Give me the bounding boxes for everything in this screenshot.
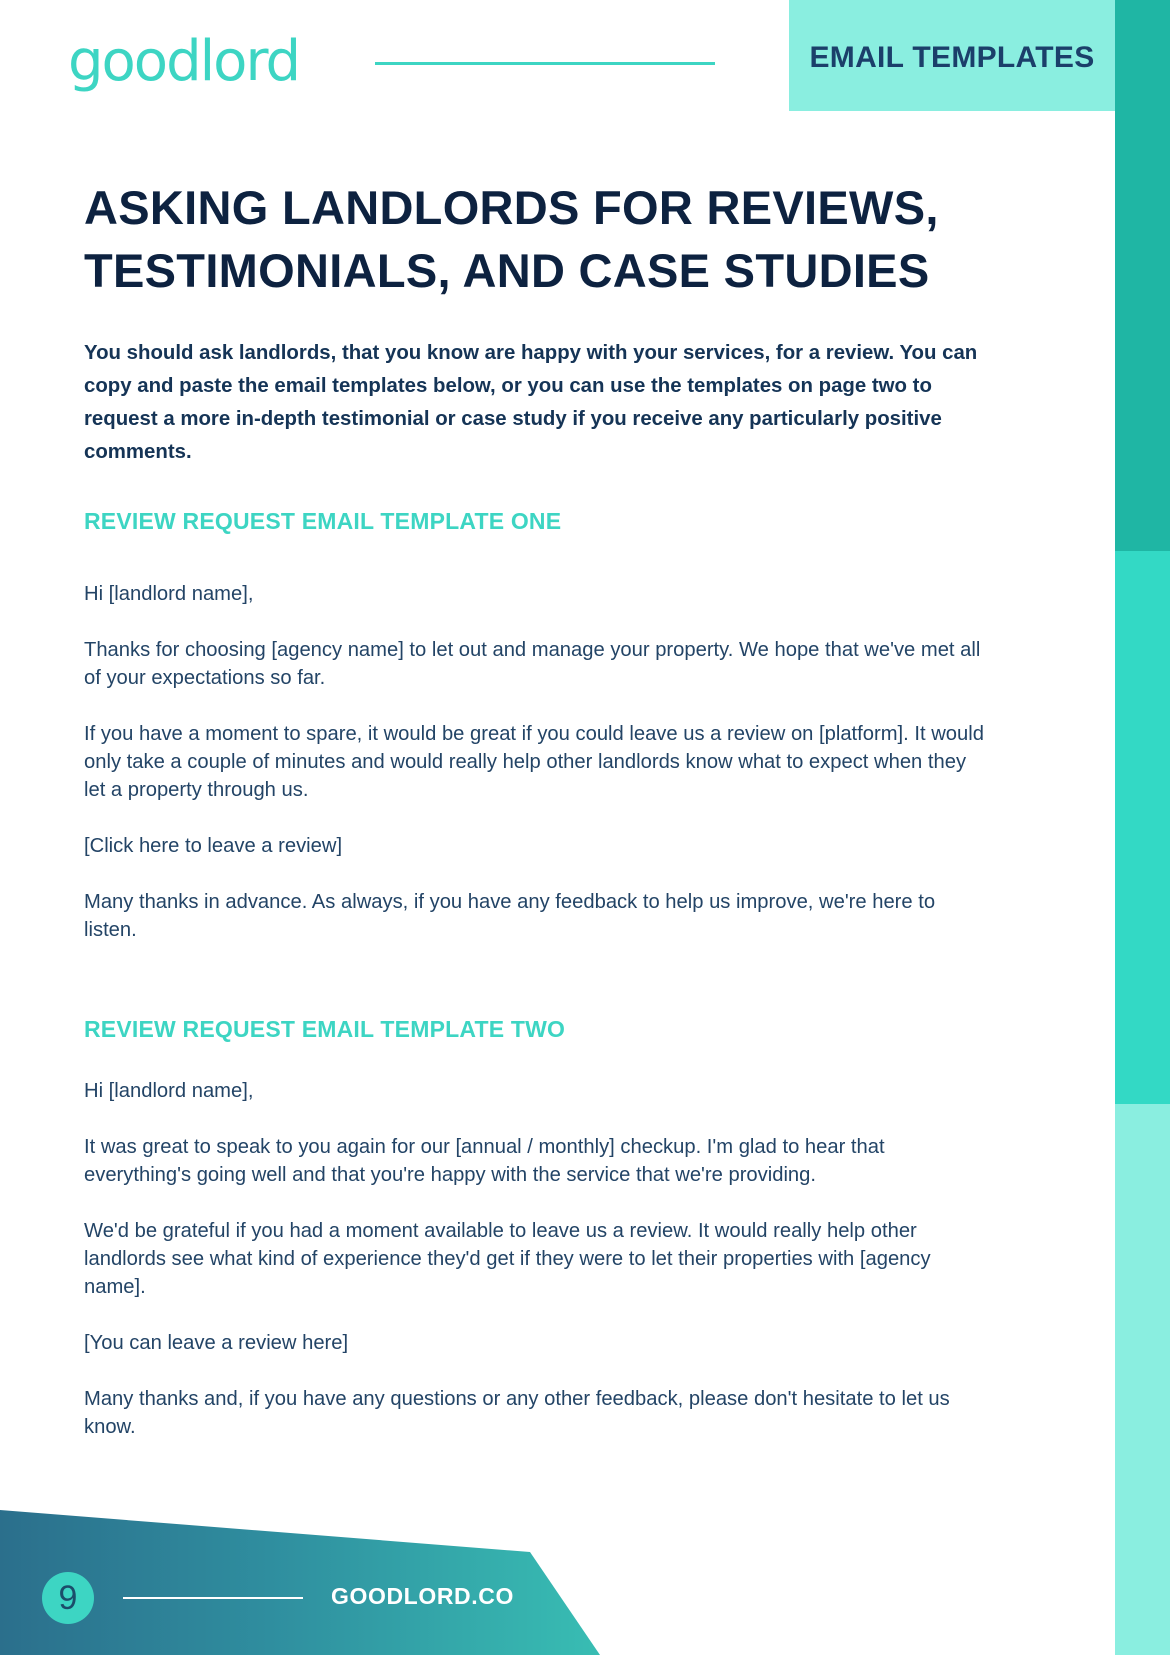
template-two-review-link: [You can leave a review here]: [84, 1332, 349, 1354]
template-one-paragraph-2: If you have a moment to spare, it would be great if you could leave us a review on [platform]. It would only take a couple of minutes and would really help other landlords know what to expect when they let a property through us.: [84, 723, 984, 801]
template-two-greeting: Hi [landlord name],: [84, 1080, 254, 1102]
template-one-greeting: Hi [landlord name],: [84, 583, 254, 605]
template-one-heading: REVIEW REQUEST EMAIL TEMPLATE ONE: [84, 508, 562, 534]
page-title: ASKING LANDLORDS FOR REVIEWS, TESTIMONIALS, AND CASE STUDIES: [84, 181, 939, 297]
footer-url[interactable]: GOODLORD.CO: [331, 1583, 514, 1609]
footer-divider: [123, 1597, 303, 1599]
intro-paragraph: You should ask landlords, that you know are happy with your services, for a review. You can copy and paste the email templates below, or you can use the templates on page two to request a more in-depth testimonial or case study if you receive any particularly positive comments.: [84, 342, 978, 463]
template-two-paragraph-3: Many thanks and, if you have any questions or any other feedback, please don't hesitate to let us know.: [84, 1388, 950, 1438]
side-strip-mid: [1115, 551, 1170, 1104]
side-strip-light: [1115, 1104, 1170, 1655]
header-divider: [375, 62, 715, 65]
template-two-paragraph-1: It was great to speak to you again for our [annual / monthly] checkup. I'm glad to hear that everything's going well and that you're happy with the service that we're providing.: [84, 1136, 885, 1186]
template-one-paragraph-3: Many thanks in advance. As always, if you have any feedback to help us improve, we're here to listen.: [84, 891, 936, 941]
template-one-paragraph-1: Thanks for choosing [agency name] to let out and manage your property. We hope that we've met all of your expectations so far.: [84, 639, 981, 689]
goodlord-logo: goodlord: [68, 29, 300, 94]
page-number: 9: [42, 1572, 94, 1624]
side-strip-dark: [1115, 0, 1170, 551]
template-two-heading: REVIEW REQUEST EMAIL TEMPLATE TWO: [84, 1016, 566, 1042]
template-one-review-link: [Click here to leave a review]: [84, 835, 343, 857]
section-tag: [789, 0, 1115, 111]
template-two-paragraph-2: We'd be grateful if you had a moment available to leave us a review. It would really help other landlords see what kind of experience they'd get if they were to let their properties with [agency name].: [84, 1220, 931, 1298]
section-tag-label: EMAIL TEMPLATES: [809, 40, 1095, 74]
